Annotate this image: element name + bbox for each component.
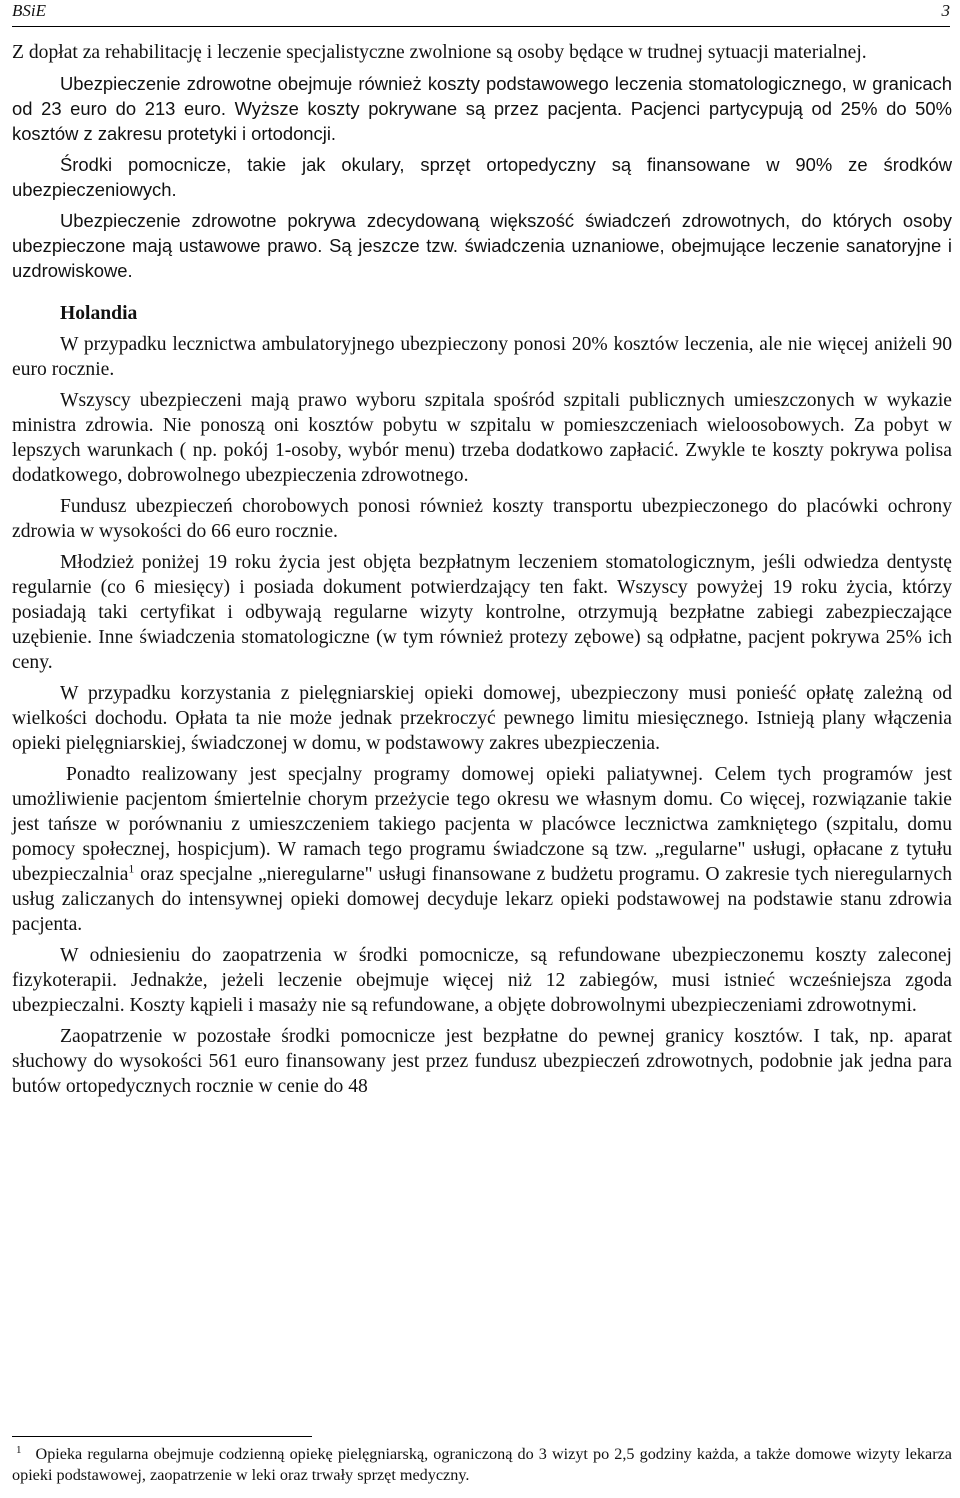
paragraph-8: Młodzież poniżej 19 roku życia jest objęta bezpłatnym leczeniem stomatologicznym, jeśli odwiedza dentystę regularnie (co 6 miesięcy) i posiada dokument potwierdzający ten fakt. Wszyscy powyżej 19 roku życia, którzy posiadają taki certyfikat i odbywają regularne wizyty kontrolne, otrzymują bezpłatne zabiegi zabezpieczające uzębienie. Inne świadczenia stomatologiczne (w tym również protezy zębowe) są odpłatne, pacjent pokrywa 25% ich ceny. <box>12 552 952 673</box>
footnote-ref[interactable]: 1 <box>128 861 135 876</box>
paragraph-6: Wszyscy ubezpieczeni mają prawo wyboru szpitala spośród szpitali publicznych umieszczonych w wykazie ministra zdrowia. Nie ponoszą oni kosztów pobytu w szpitalu w pomieszczeniach wieloosobowych. Za pobyt w lepszych warunkach ( np. pokój 1-osoby, wybór menu) trzeba dodatkowo zapłacić. Zwykle te koszty pokrywa polisa dodatkowego, dobrowolnego ubezpieczenia zdrowotnego. <box>12 390 952 486</box>
paragraph-10-part-2: oraz specjalne „nieregularne" usługi finansowane z budżetu programu. O zakresie tych nieregularnych usług zaliczanych do intensywnej opieki domowej decyduje lekarz opieki podstawowej na podstawie stanu zdrowia pacjenta. <box>12 864 952 935</box>
paragraph-12: Zaopatrzenie w pozostałe środki pomocnicze jest bezpłatne do pewnej granicy kosztów. I tak, np. aparat słuchowy do wysokości 561 euro finansowany jest przez fundusz ubezpieczeń zdrowotnych, podobnie jak jedna para butów ortopedycznych rocznie w cenie do 48 <box>12 1026 952 1097</box>
paragraph-2: Ubezpieczenie zdrowotne obejmuje również koszty podstawowego leczenia stomatologicznego, w granicach od 23 euro do 213 euro. Wyższe koszty pokrywane są przez pacjenta. Pacjenci partycypują od 25% do 50% kosztów z zakresu protetyki i ortodoncji. <box>12 73 952 144</box>
document-body <box>12 40 952 1105</box>
footnote-text: Opieka regularna obejmuje codzienną opiekę pielęgniarską, ograniczoną do 3 wizyt po 2,5 godziny każda, a także domowe wizyty lekarza opieki podstawowej, zaopatrzenie w leki oraz trwały sprzęt medyczny. <box>12 1445 952 1484</box>
paragraph-10-part-1: Ponadto realizowany jest specjalny programy domowej opieki paliatywnej. Celem tych programów jest umożliwienie pacjentom śmiertelnie chorym przeżycie tego okresu we własnym domu. Co więcej, rozwiązanie takie jest tańsze w porównaniu z umieszczeniem takiego pacjenta w placówce lecznictwa zamkniętego (szpitalu, domu pomocy społecznej, hospicjum). W ramach tego programu świadczone są tzw. „regularne" usługi, opłacane z tytułu ubezpieczalnia <box>12 764 952 885</box>
paragraph-11: W odniesieniu do zaopatrzenia w środki pomocnicze, są refundowane ubezpieczonemu koszty zaleconej fizykoterapii. Jednakże, jeżeli leczenie obejmuje więcej niż 12 zabiegów, musi istnieć wcześniejsza zgoda ubezpieczalni. Koszty kąpieli i masaży nie są refundowane, a objęte dobrowolnymi ubezpieczeniami zdrowotnymi. <box>12 945 952 1016</box>
page-number: 3 <box>941 1 950 20</box>
paragraph-9: W przypadku korzystania z pielęgniarskiej opieki domowej, ubezpieczony musi ponieść opłatę zależną od wielkości dochodu. Opłata ta nie może jednak przekroczyć pewnego limitu miesięcznego. Istnieją plany włączenia opieki pielęgniarskiej, świadczonej w domu, w podstawowy zakres ubezpieczenia. <box>12 683 952 754</box>
footnote-divider <box>12 1436 312 1437</box>
section-heading: Holandia <box>60 303 138 324</box>
page-header <box>12 0 950 27</box>
paragraph-4: Ubezpieczenie zdrowotne pokrywa zdecydowaną większość świadczeń zdrowotnych, do których osoby ubezpieczone mają ustawowe prawo. Są jeszcze tzw. świadczenia uznaniowe, obejmujące leczenie sanatoryjne i uzdrowiskowe. <box>12 210 952 281</box>
paragraph-7: Fundusz ubezpieczeń chorobowych ponosi również koszty transportu ubezpieczonego do placówki ochrony zdrowia w wysokości do 66 euro rocznie. <box>12 496 952 542</box>
paragraph-3: Środki pomocnicze, takie jak okulary, sprzęt ortopedyczny są finansowane w 90% ze środków ubezpieczeniowych. <box>12 154 952 200</box>
footnote-number: 1 <box>16 1443 22 1456</box>
paragraph-10 <box>12 762 952 937</box>
paragraph-5: W przypadku lecznictwa ambulatoryjnego ubezpieczony ponosi 20% kosztów leczenia, ale nie więcej aniżeli 90 euro rocznie. <box>12 334 952 380</box>
footnote <box>12 1444 952 1486</box>
header-title: BSiE <box>12 1 46 20</box>
paragraph-1: Z dopłat za rehabilitację i leczenie specjalistyczne zwolnione są osoby będące w trudnej sytuacji materialnej. <box>12 42 867 63</box>
